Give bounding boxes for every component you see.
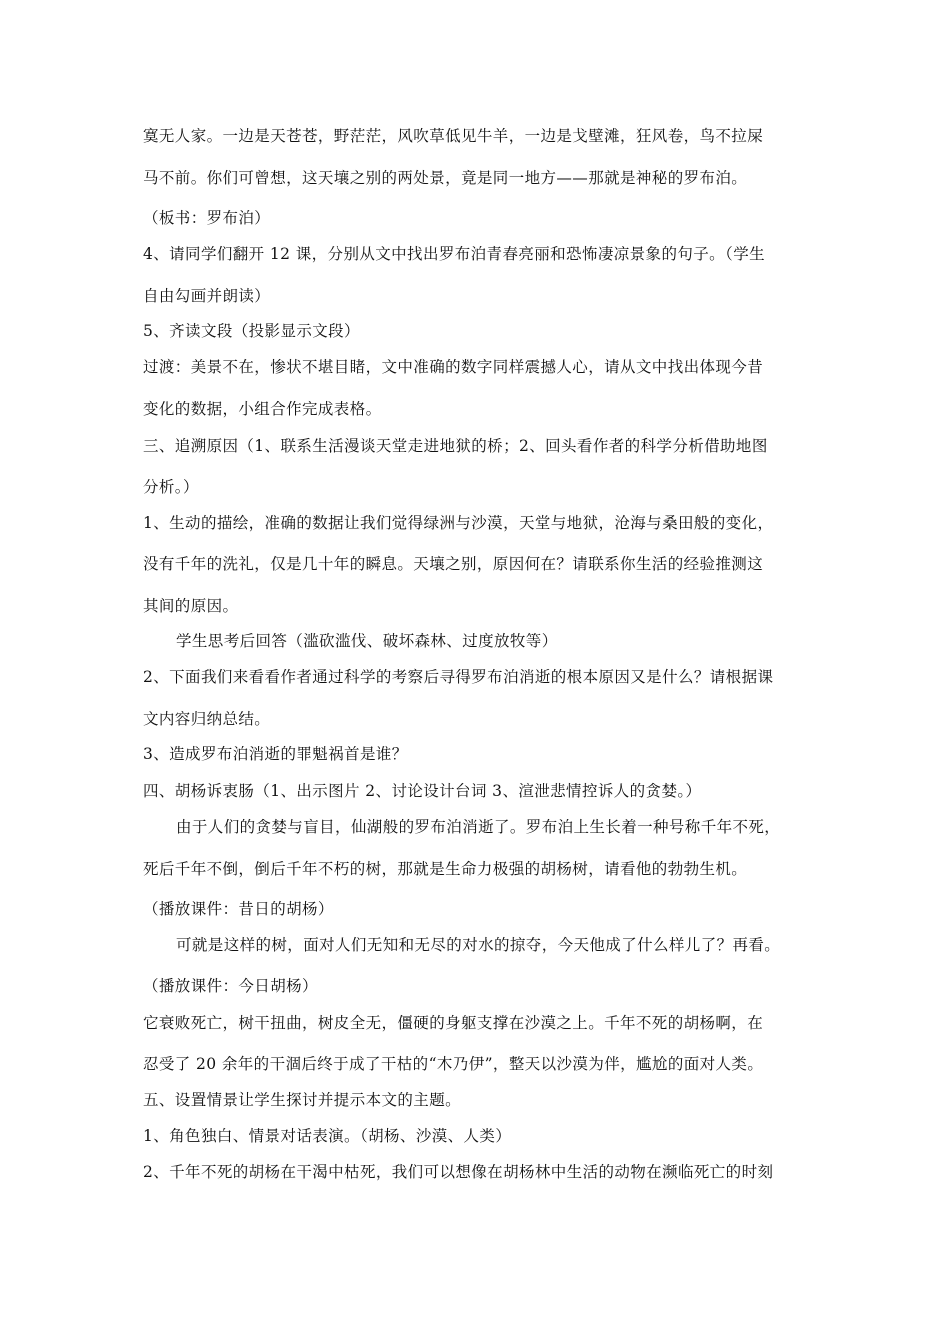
text-line: 三、追溯原因（1、联系生活漫谈天堂走进地狱的桥；2、回头看作者的科学分析借助地图 xyxy=(143,437,768,455)
text-line: 学生思考后回答（滥砍滥伐、破坏森林、过度放牧等） xyxy=(176,632,558,650)
text-line: 分析。） xyxy=(143,478,199,496)
text-line: 4、请同学们翻开 12 课，分别从文中找出罗布泊青春亮丽和恐怖凄凉景象的句子。（学生 xyxy=(143,245,765,263)
text-line: 文内容归纳总结。 xyxy=(143,710,271,728)
text-line: 1、生动的描绘，准确的数据让我们觉得绿洲与沙漠，天堂与地狱，沧海与桑田般的变化， xyxy=(143,514,774,532)
text-line: 过渡：美景不在，惨状不堪目睹，文中准确的数字同样震撼人心，请从文中找出体现今昔 xyxy=(143,358,764,376)
text-line: 5、齐读文段（投影显示文段） xyxy=(143,322,360,340)
text-line: （播放课件：今日胡杨） xyxy=(143,977,318,995)
text-line: 马不前。你们可曾想，这天壤之别的两处景，竟是同一地方——那就是神秘的罗布泊。 xyxy=(143,169,748,187)
text-line: （板书：罗布泊） xyxy=(143,209,271,227)
text-line: 由于人们的贪婪与盲目，仙湖般的罗布泊消逝了。罗布泊上生长着一种号称千年不死， xyxy=(176,818,781,836)
text-line: （播放课件：昔日的胡杨） xyxy=(143,900,334,918)
text-line: 寞无人家。一边是天苍苍，野茫茫，风吹草低见牛羊，一边是戈壁滩，狂风卷，鸟不拉屎 xyxy=(143,127,764,145)
text-line: 2、千年不死的胡杨在干渴中枯死，我们可以想像在胡杨林中生活的动物在濒临死亡的时刻 xyxy=(143,1163,774,1181)
text-line: 四、胡杨诉衷肠（1、出示图片 2、讨论设计台词 3、渲泄悲情控诉人的贪婪。） xyxy=(143,782,702,800)
text-line: 可就是这样的树，面对人们无知和无尽的对水的掠夺，今天他成了什么样儿了？再看。 xyxy=(176,936,781,954)
text-line: 忍受了 20 余年的干涸后终于成了干枯的“木乃伊”，整天以沙漠为伴，尴尬的面对人类。 xyxy=(143,1055,764,1073)
text-line: 自由勾画并朗读） xyxy=(143,287,271,305)
text-line: 3、造成罗布泊消逝的罪魁祸首是谁？ xyxy=(143,745,408,763)
text-line: 其间的原因。 xyxy=(143,597,239,615)
text-line: 它衰败死亡，树干扭曲，树皮全无，僵硬的身躯支撑在沙漠之上。千年不死的胡杨啊，在 xyxy=(143,1014,764,1032)
text-line: 没有千年的洗礼，仅是几十年的瞬息。天壤之别，原因何在？请联系你生活的经验推测这 xyxy=(143,555,764,573)
text-line: 2、下面我们来看看作者通过科学的考察后寻得罗布泊消逝的根本原因又是什么？请根据课 xyxy=(143,668,774,686)
text-line: 1、角色独白、情景对话表演。（胡杨、沙漠、人类） xyxy=(143,1127,512,1145)
text-line: 五、设置情景让学生探讨并提示本文的主题。 xyxy=(143,1091,462,1109)
text-line: 死后千年不倒，倒后千年不朽的树，那就是生命力极强的胡杨树，请看他的勃勃生机。 xyxy=(143,860,748,878)
text-line: 变化的数据，小组合作完成表格。 xyxy=(143,400,382,418)
